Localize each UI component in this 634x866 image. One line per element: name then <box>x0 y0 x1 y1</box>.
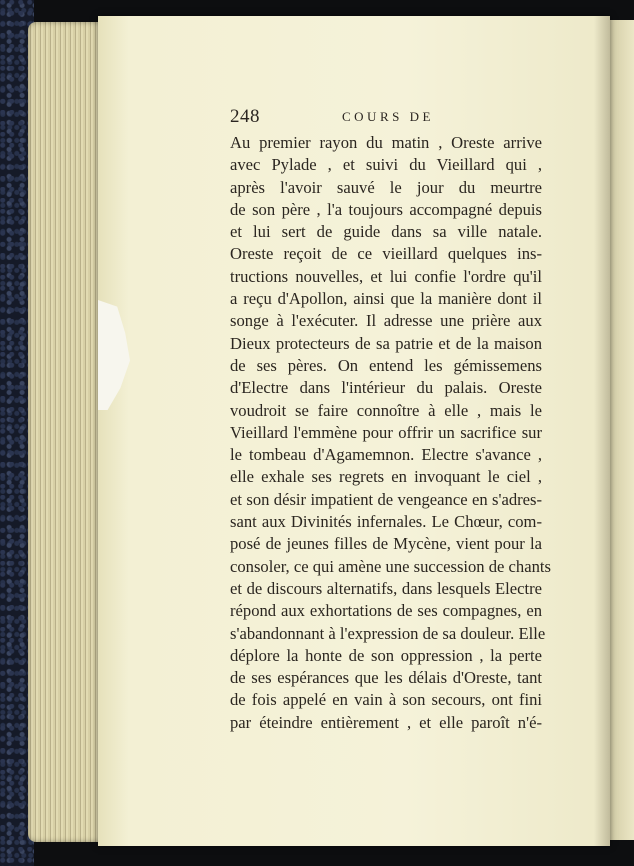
running-head: COURS DE <box>342 109 434 124</box>
text-line: tructions nouvelles, et lui confie l'ordre qu'il <box>230 266 542 286</box>
text-line: Oreste reçoit de ce vieillard quelques ins- <box>230 244 542 264</box>
text-line: de fois appelé en vain à son secours, ont fini <box>230 690 542 710</box>
text-line: consoler, ce qui amène une succession de chants <box>230 556 551 576</box>
gutter-shadow <box>594 16 610 846</box>
text-line: le tombeau d'Agamemnon. Electre s'avance , <box>230 445 542 465</box>
text-line: par éteindre entièrement , et elle paroît n'é- <box>230 712 542 732</box>
text-line: elle exhale ses regrets en invoquant le ciel , <box>230 467 542 487</box>
page-stack-edges <box>28 22 108 842</box>
text-line: d'Electre dans l'intérieur du palais. Oreste <box>230 378 542 398</box>
text-line: sant aux Divinités infernales. Le Chœur, com- <box>230 512 542 532</box>
page-header <box>230 106 542 128</box>
text-line: répond aux exhortations de ses compagnes, en <box>230 601 542 621</box>
text-line: et son désir impatient de vengeance en s'adres- <box>230 489 542 509</box>
text-line: a reçu d'Apollon, ainsi que la manière dont il <box>230 289 542 309</box>
body-text <box>230 132 551 734</box>
text-line: de ses espérances que les délais d'Oreste, tant <box>230 668 542 688</box>
text-line: voudroit se faire connoître à elle , mais le <box>230 400 542 420</box>
facing-page-edge <box>610 20 634 840</box>
text-line: après l'avoir sauvé le jour du meurtre <box>230 177 542 197</box>
text-line: songe à l'exécuter. Il adresse une prière aux <box>230 311 542 331</box>
text-line: s'abandonnant à l'expression de sa douleur. Elle <box>230 623 546 643</box>
text-line: et de discours alternatifs, dans lesquels Electre <box>230 578 542 598</box>
text-line: Vieillard l'emmène pour offrir un sacrifice sur <box>230 422 542 442</box>
text-line: de son père , l'a toujours accompagné depuis <box>230 199 542 219</box>
text-line: Au premier rayon du matin , Oreste arrive <box>230 133 542 152</box>
page-number: 248 <box>230 106 260 127</box>
text-line: posé de jeunes filles de Mycène, vient pour la <box>230 534 542 554</box>
text-line: de ses pères. On entend les gémissemens <box>230 355 542 375</box>
text-line: Dieux protecteurs de sa patrie et de la maison <box>230 333 542 353</box>
text-line: et lui sert de guide dans sa ville natale. <box>230 222 542 242</box>
text-line: avec Pylade , et suivi du Vieillard qui , <box>230 155 542 175</box>
text-line: déplore la honte de son oppression , la perte <box>230 645 542 665</box>
